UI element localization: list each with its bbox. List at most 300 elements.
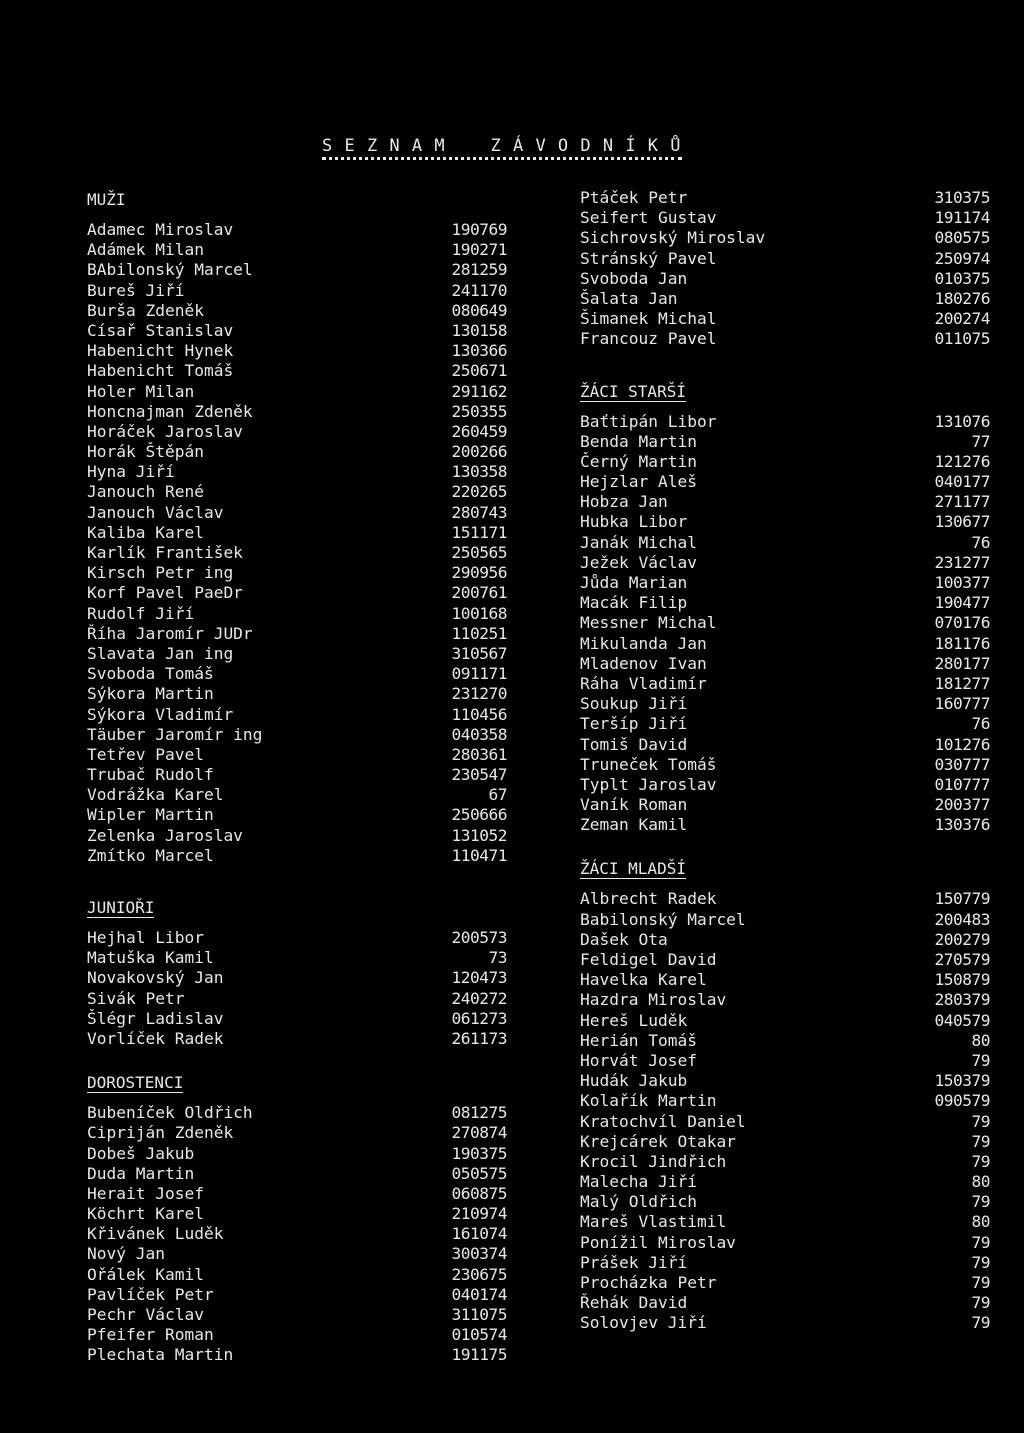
section-title-dorostenci-text: DOROSTENCI [87,1073,184,1093]
birth-date: 231270 [451,684,507,704]
left-column [87,188,507,1366]
birth-date: 250565 [451,543,507,562]
competitor-name: Pfeifer Roman [87,1325,214,1345]
list-item [87,321,507,341]
list-item [87,604,507,624]
list-item [580,634,990,654]
competitor-name: Bureš Jiří [87,280,185,300]
birth-date: 030777 [934,754,990,774]
list-item [580,1212,990,1232]
list-item [87,1265,507,1285]
birth-date: 130677 [934,512,990,532]
birth-date: 231277 [934,552,990,572]
competitor-name: Soukup Jiří [580,694,688,714]
birth-date: 250355 [451,401,507,421]
competitor-name: Horvát Josef [580,1050,697,1070]
birth-date: 79 [971,1192,990,1212]
birth-date: 181277 [934,673,990,693]
list-item [580,950,990,970]
list-item [87,442,507,462]
list-item [580,755,990,775]
competitor-name: Pechr Václav [87,1305,204,1324]
birth-date: 130358 [451,462,507,482]
birth-date: 040579 [934,1010,990,1030]
competitor-name: Procházka Petr [580,1273,717,1292]
list-item [580,1253,990,1273]
list-item [87,1164,507,1184]
birth-date: 250974 [934,248,990,268]
list-item [580,694,990,714]
competitor-name: Ježek Václav [580,552,697,572]
competitor-name: Janouch René [87,482,204,502]
list-item [87,664,507,684]
list-item [87,1144,507,1164]
competitor-name: Hubka Libor [580,512,688,532]
list-item [580,1172,990,1192]
birth-date: 131076 [934,411,990,431]
competitor-name: Burša Zdeněk [87,300,204,320]
birth-date: 281259 [451,260,507,280]
competitor-name: Pavlíček Petr [87,1284,214,1304]
list-item [87,1325,507,1345]
list-item [580,269,990,289]
birth-date: 76 [971,714,990,734]
birth-date: 110456 [451,704,507,724]
list-item [87,301,507,321]
competitor-name: Vodrážka Karel [87,785,224,805]
birth-date: 260459 [451,421,507,441]
birth-date: 280177 [934,653,990,673]
list-item [580,1152,990,1172]
list-item [87,684,507,704]
birth-date: 250671 [451,361,507,381]
birth-date: 250666 [451,805,507,825]
competitor-name: Horáček Jaroslav [87,421,243,441]
competitor-name: Benda Martin [580,431,697,451]
birth-date: 79 [971,1131,990,1151]
list-item [87,583,507,603]
competitor-name: Francouz Pavel [580,329,717,349]
birth-date: 190271 [451,240,507,260]
birth-date: 200761 [451,583,507,603]
list-item [580,674,990,694]
list-item [87,503,507,523]
list-item [87,260,507,280]
section-title-muzi: MUŽI [87,190,126,209]
birth-date: 080649 [451,300,507,320]
birth-date: 150779 [934,889,990,909]
list-item [87,948,507,968]
competitor-name: Typlt Jaroslav [580,774,717,794]
birth-date: 061273 [451,1008,507,1028]
list-item [580,533,990,553]
birth-date: 271177 [934,492,990,512]
competitor-name: Messner Michal [580,613,717,633]
section-list-juniori [87,928,507,1049]
list-item [580,815,990,835]
list-item [580,309,990,329]
competitor-name: Herián Tomáš [580,1030,697,1050]
birth-date: 080575 [934,228,990,248]
list-item [87,826,507,846]
competitor-name: Krejcárek Otakar [580,1131,736,1151]
birth-date: 100377 [934,573,990,592]
birth-date: 76 [971,532,990,552]
competitor-name: Hazdra Miroslav [580,990,727,1010]
competitor-name: Šalata Jan [580,288,678,308]
birth-date: 280379 [934,990,990,1010]
section-title-zaci-starsi [580,380,990,404]
list-item [87,361,507,381]
competitor-name: Prášek Jiří [580,1252,688,1272]
competitor-name: Mareš Vlastimil [580,1212,727,1232]
competitor-name: Janák Michal [580,532,697,552]
list-item [87,1123,507,1143]
list-item [580,910,990,930]
list-item [580,775,990,795]
list-item [87,240,507,260]
birth-date: 130376 [934,815,990,835]
list-item [580,1132,990,1152]
competitor-name: Cipriján Zdeněk [87,1123,234,1143]
competitor-name: Feldigel David [580,950,717,969]
list-item [87,1184,507,1204]
birth-date: 040358 [451,724,507,744]
list-item [87,341,507,361]
competitor-name: Zeman Kamil [580,815,688,835]
birth-date: 150379 [934,1071,990,1091]
birth-date: 77 [971,431,990,451]
competitor-name: Vaník Roman [580,795,688,815]
birth-date: 161074 [451,1224,507,1244]
birth-date: 200483 [934,909,990,929]
list-item [580,208,990,228]
competitor-name: Solovjev Jiří [580,1313,707,1333]
list-item [580,1071,990,1091]
competitor-name: Tomiš David [580,734,688,754]
birth-date: 131052 [451,825,507,845]
list-item [580,1293,990,1313]
list-item [87,1305,507,1325]
competitor-name: Janouch Václav [87,502,224,522]
birth-date: 190769 [451,220,507,239]
competitor-name: Stránský Pavel [580,248,717,268]
list-item [87,1009,507,1029]
competitor-name: Dašek Ota [580,929,668,949]
competitor-name: Matuška Kamil [87,948,214,968]
birth-date: 200573 [451,928,507,947]
competitor-name: Slavata Jan ing [87,643,234,663]
birth-date: 110471 [451,845,507,865]
competitor-name: Císař Stanislav [87,320,234,340]
birth-date: 150879 [934,970,990,990]
list-item [87,462,507,482]
list-item [580,188,990,208]
competitor-name: Kaliba Karel [87,522,204,542]
list-item [87,989,507,1009]
competitor-name: Korf Pavel PaeDr [87,583,243,603]
competitor-name: Mikulanda Jan [580,633,707,653]
competitor-name: Habenicht Tomáš [87,361,234,381]
birth-date: 230547 [451,765,507,785]
list-item [87,220,507,240]
competitor-name: Bubeníček Oldřich [87,1103,253,1123]
list-item [87,1345,507,1365]
birth-date: 280361 [451,744,507,764]
list-item [580,553,990,573]
list-item [580,289,990,309]
competitor-name: Ráha Vladimír [580,673,707,693]
birth-date: 79 [971,1252,990,1272]
competitor-name: Šimanek Michal [580,309,717,329]
list-item [580,889,990,909]
birth-date: 010574 [451,1325,507,1345]
birth-date: 230675 [451,1264,507,1284]
list-item [580,735,990,755]
competitor-name: Teršíp Jiří [580,714,688,734]
list-item [580,512,990,532]
list-item [580,1192,990,1212]
competitor-name: Jůda Marian [580,573,688,592]
section-title-zaci-mladsi-text: ŽÁCI MLADŠÍ [580,859,686,879]
competitor-name: Hudák Jakub [580,1071,688,1091]
birth-date: 79 [971,1293,990,1313]
competitor-name: Malý Oldřich [580,1192,697,1212]
birth-date: 73 [488,948,507,968]
section-list-zaci-mladsi [580,889,990,1333]
birth-date: 060875 [451,1183,507,1203]
birth-date: 010777 [934,774,990,794]
birth-date: 110251 [451,623,507,643]
competitor-name: Trubač Rudolf [87,765,214,785]
section-title-dorostenci [87,1071,507,1095]
birth-date: 100168 [451,603,507,623]
birth-date: 081275 [451,1103,507,1123]
birth-date: 220265 [451,482,507,502]
competitor-name: BAbilonský Marcel [87,260,253,280]
list-item [580,472,990,492]
competitor-name: Horák Štěpán [87,442,204,462]
birth-date: 270579 [934,950,990,969]
section-list-muzi [87,220,507,866]
competitor-name: Krocil Jindřich [580,1151,727,1171]
birth-date: 310567 [451,643,507,663]
page-title: S E Z N A M Z Á V O D N Í K Ů [322,136,682,160]
competitor-name: Havelka Karel [580,970,707,990]
competitor-name: Tetřev Pavel [87,744,204,764]
list-item [580,613,990,633]
birth-date: 011075 [934,329,990,349]
competitor-name: Habenicht Hynek [87,341,234,361]
competitor-name: Sivák Petr [87,988,185,1008]
birth-date: 210974 [451,1204,507,1224]
list-item [580,1233,990,1253]
birth-date: 160777 [934,694,990,714]
competitor-name: Sýkora Martin [87,684,214,704]
competitor-name: Svoboda Tomáš [87,664,214,684]
birth-date: 200266 [451,442,507,462]
competitor-name: Říha Jaromír JUDr [87,623,253,643]
competitor-name: Šlégr Ladislav [87,1008,224,1028]
competitor-name: Ptáček Petr [580,188,688,207]
competitor-name: Svoboda Jan [580,268,688,288]
list-item [580,573,990,593]
list-item [87,281,507,301]
list-item [580,1313,990,1333]
birth-date: 79 [971,1151,990,1171]
list-item [87,482,507,502]
list-item [580,412,990,432]
competitor-name: Novakovský Jan [87,968,224,988]
birth-date: 291162 [451,381,507,401]
birth-date: 120473 [451,968,507,988]
birth-date: 190477 [934,593,990,613]
competitor-name: Vorlíček Radek [87,1028,224,1048]
competitor-name: Malecha Jiří [580,1172,697,1192]
birth-date: 240272 [451,988,507,1008]
birth-date: 290956 [451,563,507,583]
section-list-muzi-continued [580,188,990,350]
list-item [580,990,990,1010]
birth-date: 79 [971,1273,990,1292]
birth-date: 270874 [451,1123,507,1143]
section-list-zaci-starsi [580,412,990,836]
list-item [87,745,507,765]
competitor-name: Truneček Tomáš [580,754,717,774]
birth-date: 040177 [934,472,990,492]
birth-date: 79 [971,1232,990,1252]
list-item [87,1285,507,1305]
birth-date: 191174 [934,208,990,228]
competitor-name: Kratochvíl Daniel [580,1111,746,1131]
list-item [580,492,990,512]
list-item [87,543,507,563]
birth-date: 191175 [451,1345,507,1365]
list-item [87,805,507,825]
list-item [580,930,990,950]
section-title-zaci-starsi-text: ŽÁCI STARŠÍ [580,381,686,401]
birth-date: 80 [971,1030,990,1050]
competitor-name: Plechata Martin [87,1345,234,1365]
competitor-name: Řehák David [580,1293,688,1313]
list-item [580,1011,990,1031]
birth-date: 180276 [934,288,990,308]
competitor-name: Babilonský Marcel [580,909,746,929]
competitor-name: Herait Josef [87,1183,204,1203]
birth-date: 040174 [451,1284,507,1304]
section-list-dorostenci [87,1103,507,1365]
competitor-name: Baťtipán Libor [580,411,717,431]
competitor-name: Adamec Miroslav [87,220,234,239]
birth-date: 80 [971,1172,990,1192]
competitor-name: Macák Filip [580,593,688,613]
birth-date: 241170 [451,280,507,300]
birth-date: 261173 [451,1028,507,1048]
list-item [580,654,990,674]
competitor-name: Hereš Luděk [580,1010,688,1030]
list-item [580,432,990,452]
birth-date: 200274 [934,309,990,329]
list-item [580,1031,990,1051]
birth-date: 091171 [451,664,507,684]
competitor-name: Kolařík Martin [580,1091,717,1111]
list-item [580,714,990,734]
competitor-name: Ponížil Miroslav [580,1232,736,1252]
competitor-name: Kirsch Petr ing [87,563,234,583]
competitor-name: Honcnajman Zdeněk [87,401,253,421]
competitor-name: Holer Milan [87,381,195,401]
competitor-name: Křivánek Luděk [87,1224,224,1244]
birth-date: 80 [971,1212,990,1232]
list-item [580,249,990,269]
birth-date: 090579 [934,1091,990,1111]
competitor-name: Köchrt Karel [87,1204,204,1224]
list-item [87,644,507,664]
competitor-name: Hyna Jiří [87,462,175,482]
list-item [87,928,507,948]
right-column [580,188,990,1334]
list-item [87,1103,507,1123]
competitor-name: Zelenka Jaroslav [87,825,243,845]
birth-date: 151171 [451,522,507,542]
list-item [580,329,990,349]
competitor-name: Sichrovský Miroslav [580,228,766,248]
competitor-name: Černý Martin [580,451,697,471]
section-title-juniori-text: JUNIOŘI [87,898,155,917]
list-item [87,1029,507,1049]
list-item [580,795,990,815]
competitor-name: Duda Martin [87,1163,195,1183]
birth-date: 130158 [451,320,507,340]
competitor-name: Hejzlar Aleš [580,472,697,492]
competitor-name: Hejhal Libor [87,928,204,947]
list-item [87,382,507,402]
competitor-name: Täuber Jaromír ing [87,724,263,744]
list-item [87,563,507,583]
birth-date: 79 [971,1111,990,1131]
birth-date: 300374 [451,1244,507,1264]
birth-date: 050575 [451,1163,507,1183]
birth-date: 200377 [934,795,990,815]
birth-date: 311075 [451,1305,507,1324]
competitor-name: Albrecht Radek [580,889,717,909]
competitor-name: Sýkora Vladimír [87,704,234,724]
list-item [87,1244,507,1264]
list-item [580,1091,990,1111]
section-title-juniori [87,896,507,920]
birth-date: 67 [488,785,507,805]
birth-date: 010375 [934,268,990,288]
list-item [580,970,990,990]
list-item [87,1204,507,1224]
birth-date: 79 [971,1050,990,1070]
competitor-name: Mladenov Ivan [580,653,707,673]
birth-date: 200279 [934,929,990,949]
list-item [87,1224,507,1244]
competitor-name: Zmítko Marcel [87,845,214,865]
list-item [580,1112,990,1132]
list-item [87,765,507,785]
competitor-name: Wipler Martin [87,805,214,825]
birth-date: 280743 [451,502,507,522]
birth-date: 121276 [934,451,990,471]
list-item [87,705,507,725]
competitor-name: Seifert Gustav [580,208,717,228]
birth-date: 310375 [934,188,990,207]
section-title-zaci-mladsi [580,857,990,881]
list-item [87,725,507,745]
competitor-name: Rudolf Jiří [87,603,195,623]
